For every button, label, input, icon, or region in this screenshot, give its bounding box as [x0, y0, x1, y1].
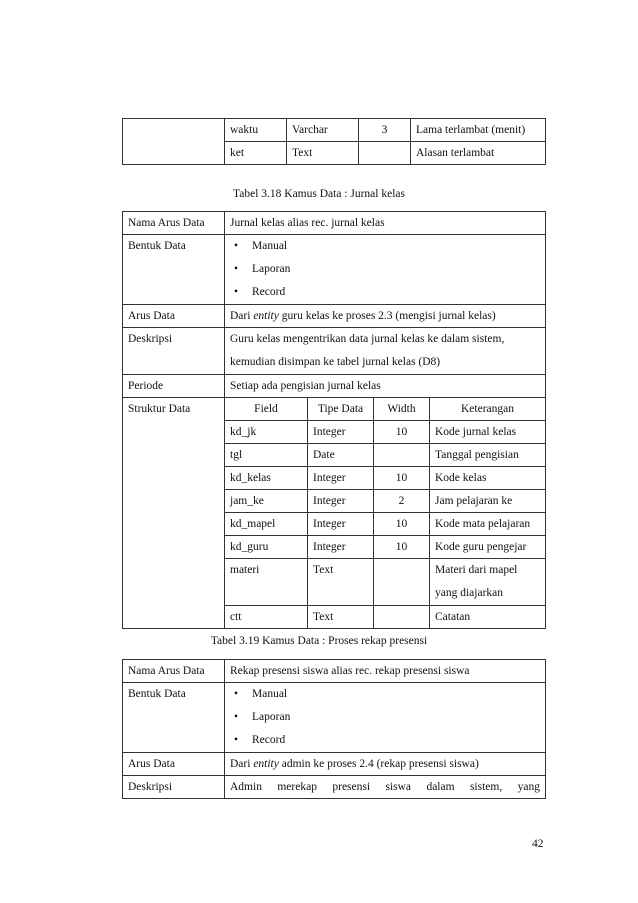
list-item: • Record: [230, 281, 540, 304]
desc-cell: Catatan: [430, 606, 546, 629]
column-header: Width: [374, 398, 430, 421]
desc-cell: Kode kelas: [430, 467, 546, 490]
field-cell: ket: [225, 142, 287, 165]
table-caption: Tabel 3.19 Kamus Data : Proses rekap presensi: [210, 635, 428, 647]
table-row: [123, 305, 546, 328]
row-label: Bentuk Data: [123, 235, 225, 305]
desc-cell: [430, 559, 546, 606]
row-label: Arus Data: [123, 753, 225, 776]
width-cell: 10: [374, 467, 430, 490]
row-label: Arus Data: [123, 305, 225, 328]
table-row: [123, 119, 546, 142]
table-row: [123, 212, 546, 235]
data-dictionary-table: [122, 659, 546, 799]
page-number: 42: [532, 838, 544, 850]
desc-cell: Kode jurnal kelas: [430, 421, 546, 444]
list-item: • Manual: [230, 683, 540, 706]
top-continuation-table: [122, 118, 546, 165]
field-cell: kd_jk: [225, 421, 308, 444]
row-label: Nama Arus Data: [123, 212, 225, 235]
column-header: Field: [225, 398, 308, 421]
width-cell: 3: [359, 119, 411, 142]
table-row: [123, 328, 546, 375]
list-item: • Laporan: [230, 258, 540, 281]
type-cell: Date: [308, 444, 374, 467]
row-label: Bentuk Data: [123, 683, 225, 753]
table-row: [123, 660, 546, 683]
type-cell: Varchar: [287, 119, 359, 142]
width-cell: 2: [374, 490, 430, 513]
width-cell: [374, 444, 430, 467]
width-cell: [374, 606, 430, 629]
column-header: Tipe Data: [308, 398, 374, 421]
bullet-list-cell: [225, 683, 546, 753]
type-cell: Text: [287, 142, 359, 165]
width-cell: 10: [374, 536, 430, 559]
text-span: guru kelas ke proses 2.3 (mengisi jurnal kelas): [278, 310, 496, 322]
type-cell: Text: [308, 606, 374, 629]
list-item: • Manual: [230, 235, 540, 258]
bullet-list-cell: [225, 235, 546, 305]
table-caption: Tabel 3.18 Kamus Data : Jurnal kelas: [233, 188, 405, 200]
row-value: Rekap presensi siswa alias rec. rekap presensi siswa: [225, 660, 546, 683]
width-cell: [374, 559, 430, 606]
row-label: Periode: [123, 375, 225, 398]
desc-cell: Kode mata pelajaran: [430, 513, 546, 536]
desc-cell: Tanggal pengisian: [430, 444, 546, 467]
row-value: [225, 305, 546, 328]
table-row: [123, 683, 546, 753]
row-value: Admin merekap presensi siswa dalam sistem, yang: [225, 776, 546, 799]
type-cell: Integer: [308, 467, 374, 490]
row-value: Setiap ada pengisian jurnal kelas: [225, 375, 546, 398]
type-cell: Integer: [308, 421, 374, 444]
list-item: • Laporan: [230, 706, 540, 729]
table-row: [123, 776, 546, 799]
column-header: Keterangan: [430, 398, 546, 421]
row-label: Nama Arus Data: [123, 660, 225, 683]
row-label: Deskripsi: [123, 328, 225, 375]
empty-label-cell: [123, 119, 225, 165]
field-cell: kd_guru: [225, 536, 308, 559]
italic-term: entity: [253, 310, 279, 322]
type-cell: Text: [308, 559, 374, 606]
desc-cell: Kode guru pengejar: [430, 536, 546, 559]
width-cell: 10: [374, 513, 430, 536]
field-cell: waktu: [225, 119, 287, 142]
width-cell: [359, 142, 411, 165]
row-value: Jurnal kelas alias rec. jurnal kelas: [225, 212, 546, 235]
text-line: Guru kelas mengentrikan data jurnal kelas ke dalam sistem,: [230, 333, 505, 345]
text-span: Dari: [230, 310, 254, 322]
bullet-list: [230, 683, 540, 752]
row-label: Struktur Data: [123, 398, 225, 629]
text-line: kemudian disimpan ke tabel jurnal kelas (D8): [230, 356, 441, 368]
field-cell: kd_kelas: [225, 467, 308, 490]
text-line: Materi dari mapel: [435, 564, 518, 576]
desc-cell: Jam pelajaran ke: [430, 490, 546, 513]
table-row: [123, 375, 546, 398]
data-dictionary-table: [122, 211, 546, 629]
table-header-row: [123, 398, 546, 421]
table-row: [123, 753, 546, 776]
type-cell: Integer: [308, 536, 374, 559]
type-cell: Integer: [308, 513, 374, 536]
text-span: Dari: [230, 758, 254, 770]
row-label: Deskripsi: [123, 776, 225, 799]
width-cell: 10: [374, 421, 430, 444]
desc-cell: Lama terlambat (menit): [411, 119, 546, 142]
field-cell: materi: [225, 559, 308, 606]
text-line: yang diajarkan: [435, 587, 504, 599]
bullet-list: [230, 235, 540, 304]
field-cell: jam_ke: [225, 490, 308, 513]
row-value: [225, 328, 546, 375]
type-cell: Integer: [308, 490, 374, 513]
row-value: [225, 753, 546, 776]
field-cell: kd_mapel: [225, 513, 308, 536]
desc-cell: Alasan terlambat: [411, 142, 546, 165]
field-cell: tgl: [225, 444, 308, 467]
field-cell: ctt: [225, 606, 308, 629]
italic-term: entity: [253, 758, 279, 770]
table-row: [123, 235, 546, 305]
list-item: • Record: [230, 729, 540, 752]
text-span: admin ke proses 2.4 (rekap presensi siswa): [278, 758, 479, 770]
